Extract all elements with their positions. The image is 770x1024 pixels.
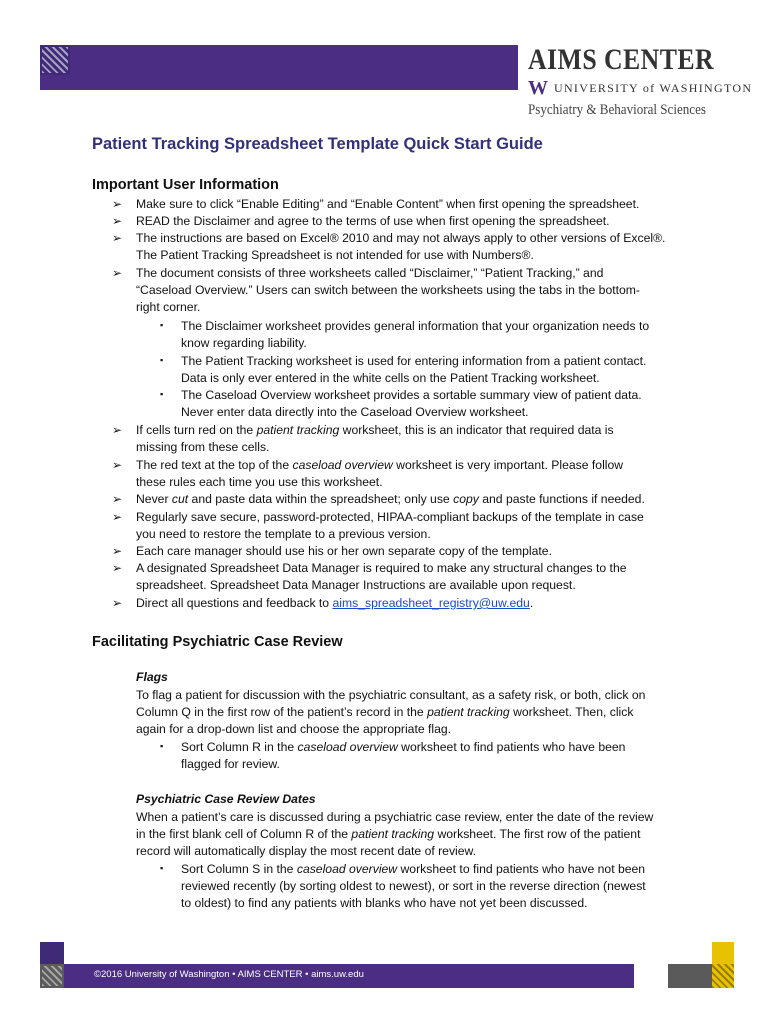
list-item: READ the Disclaimer and agree to the terms of use when first opening the spreadsheet. bbox=[136, 214, 610, 228]
paragraph-line: Column Q in the first row of the patient’s record in the patient tracking worksheet. Then, click bbox=[136, 705, 634, 719]
document-title: Patient Tracking Spreadsheet Template Quick Start Guide bbox=[92, 135, 543, 153]
logo-title: AIMS CENTER bbox=[528, 43, 715, 76]
list-item: The red text at the top of the caseload overview worksheet is very important. Please follow bbox=[136, 458, 624, 472]
section-heading-user-info: Important User Information bbox=[92, 177, 279, 193]
list-item: A designated Spreadsheet Data Manager is required to make any structural changes to the bbox=[136, 561, 627, 575]
arrow-bullet-icon: ➢ bbox=[112, 544, 123, 558]
paragraph-line: again for a drop-down list and choose the appropriate flag. bbox=[136, 722, 452, 736]
sub-list-item: Sort Column S in the caseload overview worksheet to find patients who have not been bbox=[181, 862, 646, 876]
review-dates-heading: Psychiatric Case Review Dates bbox=[136, 792, 316, 806]
arrow-bullet-icon: ➢ bbox=[112, 231, 123, 245]
arrow-bullet-icon: ➢ bbox=[112, 458, 123, 472]
list-item-continuation: these rules each time you use this worksheet. bbox=[136, 475, 383, 489]
sub-list-item: The Caseload Overview worksheet provides a sortable summary view of patient data. bbox=[181, 388, 642, 402]
footer-pattern-right bbox=[668, 942, 734, 988]
square-bullet-icon: ▪ bbox=[160, 741, 164, 751]
logo-university: UNIVERSITY of WASHINGTON bbox=[554, 80, 753, 95]
list-item: The document consists of three worksheets called “Disclaimer,” “Patient Tracking,” and bbox=[136, 266, 604, 280]
logo-department: Psychiatry & Behavioral Sciences bbox=[528, 102, 706, 118]
footer-pattern-left bbox=[40, 942, 64, 988]
header-pattern-square bbox=[40, 45, 70, 90]
list-item: Direct all questions and feedback to aims_spreadsheet_registry@uw.edu. bbox=[136, 596, 534, 610]
sub-list-item-continuation: flagged for review. bbox=[181, 757, 280, 771]
square-bullet-icon: ▪ bbox=[160, 389, 164, 399]
list-item: The instructions are based on Excel® 2010 and may not always apply to other versions of Excel®. bbox=[136, 231, 666, 245]
section-heading-case-review: Facilitating Psychiatric Case Review bbox=[92, 634, 343, 650]
list-item-continuation: The Patient Tracking Spreadsheet is not intended for use with Numbers®. bbox=[136, 248, 534, 262]
sub-list-item-continuation: to oldest) to find any patients with blanks who have not yet been discussed. bbox=[181, 896, 588, 910]
arrow-bullet-icon: ➢ bbox=[112, 214, 123, 228]
square-bullet-icon: ▪ bbox=[160, 320, 164, 330]
square-bullet-icon: ▪ bbox=[160, 355, 164, 365]
support-email-link[interactable]: aims_spreadsheet_registry@uw.edu bbox=[332, 596, 530, 610]
list-item-continuation: spreadsheet. Spreadsheet Data Manager Instructions are available upon request. bbox=[136, 578, 576, 592]
arrow-bullet-icon: ➢ bbox=[112, 561, 123, 575]
list-item: If cells turn red on the patient tracking worksheet, this is an indicator that required data is bbox=[136, 423, 614, 437]
list-item: Regularly save secure, password-protected, HIPAA-compliant backups of the template in case bbox=[136, 510, 644, 524]
footer-text: ©2016 University of Washington • AIMS CENTER • aims.uw.edu bbox=[94, 969, 364, 980]
list-item-continuation: right corner. bbox=[136, 300, 201, 314]
arrow-bullet-icon: ➢ bbox=[112, 266, 123, 280]
arrow-bullet-icon: ➢ bbox=[112, 197, 123, 211]
list-item: Never cut and paste data within the spreadsheet; only use copy and paste functions if needed. bbox=[136, 492, 645, 506]
square-bullet-icon: ▪ bbox=[160, 863, 164, 873]
arrow-bullet-icon: ➢ bbox=[112, 596, 123, 610]
sub-list-item: Sort Column R in the caseload overview worksheet to find patients who have been bbox=[181, 740, 626, 754]
arrow-bullet-icon: ➢ bbox=[112, 423, 123, 437]
sub-list-item-continuation: know regarding liability. bbox=[181, 336, 307, 350]
uw-w-icon: W bbox=[528, 77, 548, 99]
sub-list-item: The Disclaimer worksheet provides general information that your organization needs to bbox=[181, 319, 650, 333]
paragraph-line: To flag a patient for discussion with the psychiatric consultant, as a safety risk, or both, click on bbox=[136, 688, 646, 702]
sub-list-item-continuation: reviewed recently (by sorting oldest to newest), or sort in the reverse direction (newest bbox=[181, 879, 646, 893]
list-item: Make sure to click “Enable Editing” and “Enable Content” when first opening the spreadsheet. bbox=[136, 197, 640, 211]
arrow-bullet-icon: ➢ bbox=[112, 510, 123, 524]
list-item-continuation: “Caseload Overview.” Users can switch between the worksheets using the tabs in the bottom- bbox=[136, 283, 640, 297]
aims-center-logo bbox=[528, 43, 753, 119]
flags-heading: Flags bbox=[136, 670, 168, 684]
sub-list-item-continuation: Data is only ever entered in the white cells on the Patient Tracking worksheet. bbox=[181, 371, 600, 385]
header-bar bbox=[40, 45, 518, 90]
paragraph-line: When a patient’s care is discussed during a psychiatric case review, enter the date of the review bbox=[136, 810, 654, 824]
sub-list-item: The Patient Tracking worksheet is used for entering information from a patient contact. bbox=[181, 354, 647, 368]
paragraph-line: record will automatically display the most recent date of review. bbox=[136, 844, 477, 858]
list-item-continuation: missing from these cells. bbox=[136, 440, 270, 454]
sub-list-item-continuation: Never enter data directly into the Caseload Overview worksheet. bbox=[181, 405, 529, 419]
paragraph-line: in the first blank cell of Column R of the patient tracking worksheet. The first row of the patient bbox=[136, 827, 641, 841]
list-item-continuation: you need to restore the template to a previous version. bbox=[136, 527, 431, 541]
list-item: Each care manager should use his or her own separate copy of the template. bbox=[136, 544, 552, 558]
arrow-bullet-icon: ➢ bbox=[112, 492, 123, 506]
